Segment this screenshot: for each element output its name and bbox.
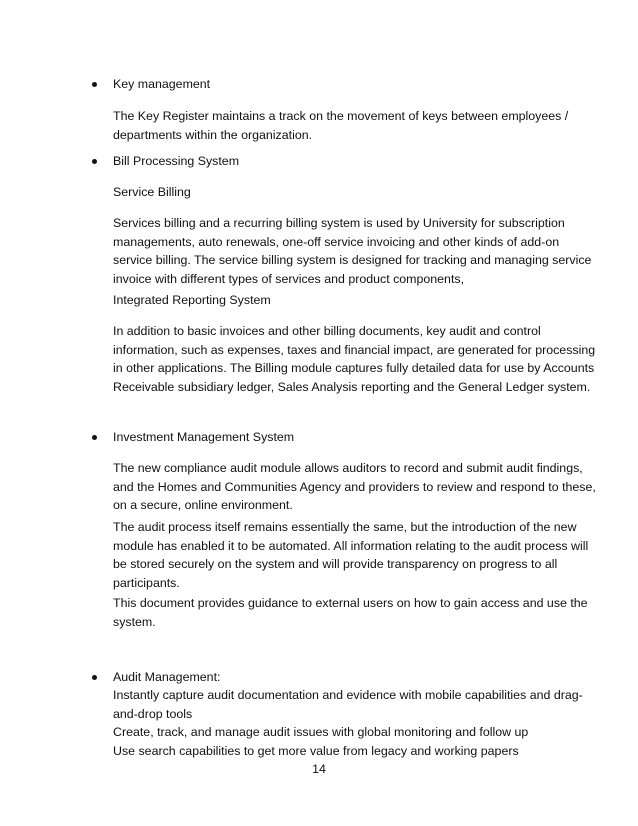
paragraph-compliance-audit: The new compliance audit module allows auditors to record and submit audit findings, and the Homes and Communities Agency and providers to review and respond to these, on a secure, online environment. bbox=[113, 461, 596, 512]
heading-bill-processing: Bill Processing System bbox=[113, 154, 240, 168]
page-number: 14 bbox=[312, 762, 326, 776]
bullet-icon bbox=[92, 159, 97, 164]
paragraph-integrated-reporting: In addition to basic invoices and other billing documents, key audit and control information, such as expenses, taxes and financial impact, are generated for processing in other applications. The Billing module captures fully detailed data for use by Accounts Receivable subsidiary ledger, Sales Analysis reporting and the General Ledger system. bbox=[113, 324, 596, 394]
subheading-service-billing: Service Billing bbox=[113, 185, 191, 199]
subheading-integrated-reporting: Integrated Reporting System bbox=[113, 293, 271, 307]
heading-investment-management: Investment Management System bbox=[113, 430, 295, 444]
audit-management-lines: Instantly capture audit documentation and evidence with mobile capabilities and drag- and-drop tools Create, track, and manage audit issues with global monitoring and follow up Use search capabilities to get more value from legacy and working papers bbox=[113, 688, 583, 758]
bullet-icon bbox=[92, 82, 97, 87]
paragraph-audit-process: The audit process itself remains essentially the same, but the introduction of the new module has enabled it to be automated. All information relating to the audit process will be stored securely on the system and will provide transparency on progress to all participants. bbox=[113, 520, 589, 590]
paragraph-service-billing: Services billing and a recurring billing system is used by University for subscription managements, auto renewals, one-off service invoicing and other kinds of add-on service billing. The service billing system is designed for tracking and managing service invoice with different types of services and product components, bbox=[113, 216, 592, 286]
bullet-icon bbox=[92, 435, 97, 440]
heading-key-management: Key management bbox=[113, 77, 211, 91]
paragraph-key-register: The Key Register maintains a track on the movement of keys between employees / departments within the organization. bbox=[113, 109, 569, 142]
heading-audit-management: Audit Management: bbox=[113, 670, 221, 684]
bullet-icon bbox=[92, 675, 97, 680]
paragraph-guidance: This document provides guidance to external users on how to gain access and use the system. bbox=[113, 596, 588, 629]
